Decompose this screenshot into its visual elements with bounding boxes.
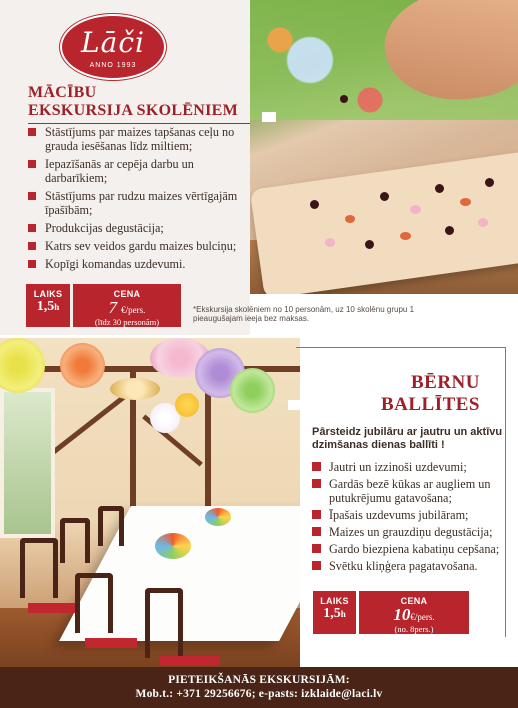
bullet-square-icon <box>28 128 36 136</box>
topping <box>325 238 335 247</box>
topping <box>310 200 319 209</box>
excursion-title-line2: EKSKURSIJA SKOLĒNIEM <box>28 102 239 119</box>
paper-fan <box>230 368 275 413</box>
footer-contacts: Mob.t.: +371 29256676; e-pasts: izklaide@laci.lv <box>135 688 383 700</box>
bullet-square-icon <box>28 260 36 268</box>
price-value <box>73 299 181 319</box>
list-item-text: Gardo biezpiena kabatiņu cepšana; <box>329 542 500 556</box>
list-item <box>28 239 250 253</box>
list-item-text: Gardās bezē kūkas ar augliem un putukrējumu gatavošana; <box>329 477 491 505</box>
photo-party-room <box>0 338 300 668</box>
price-note: (no. 8pers.) <box>394 624 434 634</box>
bullet-square-icon <box>312 544 321 553</box>
photo-window <box>0 388 55 538</box>
section-marker <box>262 112 276 122</box>
chair-seat <box>85 638 137 648</box>
list-item <box>312 508 512 522</box>
footer-heading: PIETEIKŠANĀS EKSKURSIJĀM: <box>168 674 350 686</box>
duration-cell <box>26 284 70 327</box>
excursion-title-line1: MĀCĪBU <box>28 84 97 101</box>
contact-footer <box>0 667 518 708</box>
duration-label: LAIKS <box>33 289 63 299</box>
list-item-text: Stāstījums par rudzu maizes vērtīgajām īpašībām; <box>45 189 238 217</box>
chair-seat <box>28 603 78 613</box>
list-item-text: Svētku kliņģera pagatavošana. <box>329 559 478 573</box>
price-unit: €/pers. <box>410 612 435 622</box>
topping <box>445 226 454 235</box>
party-hat <box>205 508 231 526</box>
list-item-text: Jautri un izzinoši uzdevumi; <box>329 460 467 474</box>
topping <box>435 184 444 193</box>
chair <box>60 518 90 563</box>
price-cell <box>73 284 181 327</box>
price-value <box>359 606 469 626</box>
price-note: (līdz 30 personām) <box>94 317 160 327</box>
bullet-square-icon <box>28 242 36 250</box>
excursion-footnote: *Ekskursija skolēniem no 10 personām, uz 10 skolēnu grupu 1 pieaugušajam ieeja bez maksas. <box>193 305 415 323</box>
topping <box>460 198 471 206</box>
list-item <box>28 257 250 271</box>
topping <box>400 232 411 240</box>
party-hat <box>155 533 191 559</box>
party-title-line1: BĒRNU <box>410 372 480 393</box>
laci-logo <box>60 14 166 80</box>
list-item-text: Produkcijas degustācija; <box>45 221 164 235</box>
price-label: CENA <box>400 596 428 606</box>
duration-cell <box>313 591 356 634</box>
bullet-square-icon <box>312 479 321 488</box>
excursion-list <box>28 125 250 275</box>
topping <box>485 178 494 187</box>
party-title <box>300 372 480 416</box>
party-lead: Pārsteidz jubilāru ar jautru un aktīvu dzimšanas dienas ballīti ! <box>312 426 503 451</box>
bullet-square-icon <box>312 561 321 570</box>
chair <box>145 588 183 658</box>
topping <box>478 218 488 227</box>
list-item-text: Stāstījums par maizes tapšanas ceļu no graudа iesēšanas līdz miltiem; <box>45 125 235 153</box>
logo-tagline: ANNO 1993 <box>89 62 137 69</box>
list-item-text: Īpašais uzdevums jubilāram; <box>329 508 469 522</box>
bullet-square-icon <box>312 510 321 519</box>
list-item <box>28 157 250 185</box>
chair-seat <box>160 656 220 666</box>
chandelier <box>110 378 160 400</box>
list-item <box>312 460 512 474</box>
list-item <box>312 525 512 539</box>
list-item-text: Kopīgi komandas uzdevumi. <box>45 257 186 271</box>
chair <box>75 573 113 633</box>
bullet-square-icon <box>312 462 321 471</box>
photo-beam <box>49 394 127 456</box>
price-label: CENA <box>113 289 141 299</box>
duration-number: 1,5 <box>323 606 341 621</box>
list-item <box>28 221 250 235</box>
topping <box>345 215 355 223</box>
duration-label: LAIKS <box>320 596 349 606</box>
bullet-square-icon <box>28 224 36 232</box>
list-item <box>312 542 512 556</box>
list-item <box>312 559 512 573</box>
price-number: 10 <box>393 605 411 624</box>
title-divider <box>28 123 250 124</box>
list-item <box>28 125 250 153</box>
duration-value <box>313 606 356 622</box>
topping <box>340 95 348 103</box>
party-list <box>312 460 512 576</box>
chair <box>20 538 58 598</box>
paper-lantern <box>175 393 199 417</box>
logo-name: Lāči <box>81 26 145 59</box>
excursion-title <box>28 84 248 120</box>
party-price-box <box>313 591 469 634</box>
duration-unit: h <box>340 609 346 619</box>
price-unit: €/pers. <box>121 305 146 315</box>
bullet-square-icon <box>28 160 36 168</box>
list-item <box>28 189 250 217</box>
list-item-text: Maizes un grauzdiņu degustācija; <box>329 525 493 539</box>
party-title-line2: BALLĪTES <box>380 394 480 415</box>
topping <box>365 240 374 249</box>
bullet-square-icon <box>28 192 36 200</box>
duration-value <box>26 299 70 315</box>
topping <box>410 205 421 214</box>
duration-number: 1,5 <box>36 299 55 314</box>
price-cell <box>359 591 469 634</box>
paper-fan <box>60 343 105 388</box>
duration-unit: h <box>54 302 60 312</box>
list-item-text: Katrs sev veidos gardu maizes bulciņu; <box>45 239 237 253</box>
photo-baking-dough <box>250 0 518 298</box>
excursion-price-box <box>26 284 181 327</box>
price-number: 7 <box>108 298 118 317</box>
list-item-text: Iepazīšanās ar cepēja darbu un darbarīkiem; <box>45 157 194 185</box>
paper-fan <box>0 338 45 393</box>
list-item <box>312 477 512 505</box>
chair <box>98 506 124 546</box>
bullet-square-icon <box>312 527 321 536</box>
topping <box>380 192 389 201</box>
